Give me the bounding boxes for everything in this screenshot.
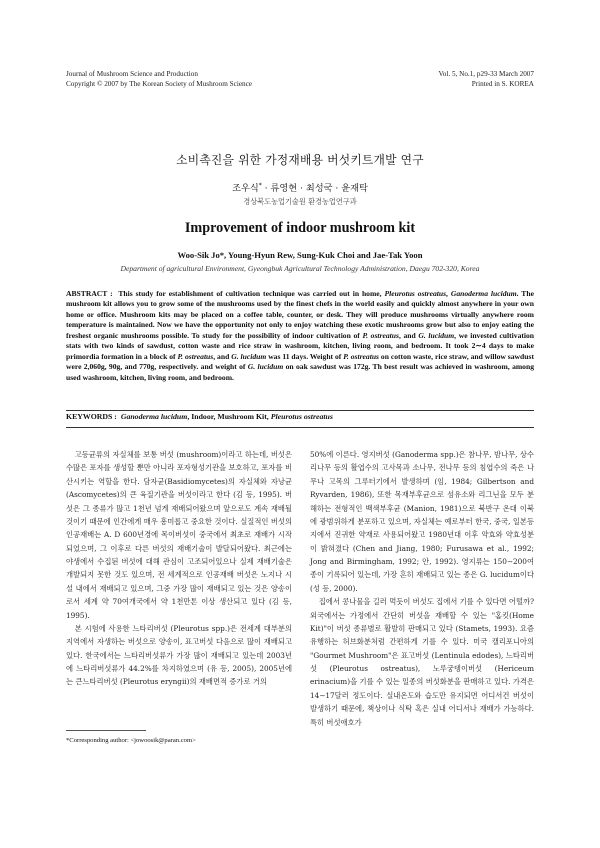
printed-in: Printed in S. KOREA — [471, 79, 534, 88]
body-paragraph: 집에서 콩나물을 길러 먹듯이 버섯도 집에서 기를 수 있다면 어떨까? 외국에서는 가정에서 간단히 버섯을 재배할 수 있는 "홈킷(Home Kit)"이 버섯 종류별로 활발히 판매되고 있다 (Stamets, 1993). 요즘 유행하는 허브화분처럼 간편하게 기를 수 있다. 미국 캘리포니아의 "Gourmet Mushroom"은 표고버섯 (Lentinula edodes), 느타리버섯 (Pleurotus ostreatus), 노루궁뎅이버섯 (Hericeum erinacium)을 기를 수 있는 일종의 버섯화분을 판매하고 있다. 가격은 14∼17달러 정도이다. 실내온도와 습도만 유지되면 어디서건 버섯이 발생하기 때문에, 책상이나 식탁 혹은 실내 어디서나 재배가 가능하다. 특히 버섯애호가 — [310, 597, 534, 727]
footnote-rule — [66, 730, 146, 731]
body-paragraph: 본 시험에 사용한 느타리버섯 (Pleurotus spp.)은 전세계 대부분의 지역에서 자생하는 버섯으로 양송이, 표고버섯 다음으로 많이 재배되고 있다. 한국에서는 느타리버섯류가 가장 많이 재배되고 있는데 2003년에 느타리버섯류가 44.2%를 차지하였으며 (유 등, 2005), 2005년에는 큰느타리버섯 (Pleurotus eryngii)의 재배면적 증가로 거의 — [66, 623, 292, 687]
journal-name: Journal of Mushroom Science and Production — [66, 70, 198, 78]
species-name: G. lucidum — [247, 362, 284, 372]
copyright-line: Copyright © 2007 by The Korean Society of Mushroom Science — [66, 79, 252, 88]
corresponding-mark: * — [258, 181, 262, 189]
abstract-text: was 11 days. Weight of — [268, 351, 342, 361]
english-authors: Woo-Sik Jo*, Young-Hyun Rew, Sung-Kuk Choi and Jae-Tak Yoon — [177, 250, 423, 260]
species-name: P. ostreatus — [343, 351, 379, 361]
abstract-text: , we invested cultivation stats with two kinds of sawdust, cotton waste and rice straw in washroom, kitchen, living room, and bedroom. It took 2∼4 days to make primordia formation in a block of — [66, 330, 535, 361]
abstract-label: ABSTRACT : — [66, 289, 113, 298]
keywords-bottom-rule — [66, 427, 534, 428]
journal-header-right — [439, 70, 535, 89]
korean-authors — [0, 180, 600, 194]
keyword-species: Ganoderma lucidum — [120, 412, 188, 421]
corresponding-author-footnote: *Corresponding author: <jowoosik@paran.com> — [66, 737, 196, 744]
keywords-top-rule — [66, 410, 534, 411]
species-name: P. ostreatus — [177, 351, 214, 361]
body-column-right — [310, 448, 534, 729]
keywords — [66, 412, 333, 421]
english-affiliation: Department of agricultural Environment, Gyeongbuk Agricultural Technology Administration, Daegu 702-320, Korea — [120, 264, 480, 273]
abstract-text: This study for establishment of cultivation technique was carried out in home, — [118, 289, 382, 298]
species-name: G. lucidum — [231, 351, 267, 361]
abstract-text: , — [446, 289, 448, 298]
keyword-species: Pleurotus ostreatus — [270, 412, 333, 421]
species-name: P. ostreatus — [362, 330, 399, 340]
abstract-text: . The mushroom kit allows you to grow some of the mushrooms used by the finest chefs in the world easily and quickly almost anywhere in your own home or office. Mushroom kits may be placed on a coffee table, counter, or desk. They will produce mushrooms virtually anywhere room temperature is maintained. Now we have the opportunity not only to enjoy watching these exotic mushrooms grow but also to enjoy eating the freshest organic mushrooms possible. To study for the possibility of indoor cultivation of — [66, 289, 534, 340]
abstract-text: , and — [213, 351, 230, 361]
abstract-text: , and — [398, 330, 416, 340]
species-name: Pleurotus ostreatus — [384, 289, 447, 298]
abstract-text: on oak sawdust was 172g. Th best result was achieved in washroom, among used washroom, kitchen, living room, and bedroom. — [66, 362, 535, 382]
author-first-ko: 조우식 — [232, 183, 259, 194]
keywords-label: KEYWORDS : — [66, 412, 117, 421]
body-column-left — [66, 448, 292, 689]
english-title: Improvement of indoor mushroom kit — [184, 220, 416, 236]
abstract-text: on cotton waste, rice straw, and willow sawdust were 2,060g, 90g, and 770g, respectively. and weight of — [66, 351, 534, 372]
korean-affiliation: 경상북도농업기술원 환경농업연구과 — [243, 197, 357, 206]
body-paragraph: 50%에 이른다. 영지버섯 (Ganoderma spp.)은 참나무, 밤나무, 상수리나무 등의 활엽수의 고사목과 소나무, 전나무 등의 침엽수의 죽은 나무나 고목의 그루터기에서 발생하며 (임, 1984; Gilbertson and Ryvarden, 1986), 또한 목재부후균으로 섬유소와 리그닌을 모두 분해하는 전형적인 백색부후균 (Manion, 1981)으로 북반구 온대 이북에 광범위하게 분포하고 있으며, 자실체는 예로부터 한국, 중국, 일본등지에서 진귀한 약재로 사용되어왔고 1980년대 이후 약효와 약효성분이 밝혀졌다 (Chen and Jiang, 1980; Furusawa et al., 1992; Jong and Birmingham, 1992; 안, 1992). 영지류는 150∼200여종이 기록되어 있는데, 가장 흔히 재배되고 있는 종은 G. lucidum이다 (성 등, 2000). — [310, 450, 534, 593]
abstract — [66, 289, 534, 383]
body-paragraph: 고등균류의 자실체를 보통 버섯 (mushroom)이라고 하는데, 버섯은 수많은 포자를 생성할 뿐만 아니라 포자형성기관을 보호하고, 포자를 비산시키는 역할을 한다. 담자균(Basidiomycetes)의 자실체와 자낭균 (Ascomycetes)의 큰 육질기관을 버섯이라고 한다 (김 등, 1995). 버섯은 그 종류가 많고 1천년 넘게 재배되어왔으며 앞으로도 계속 재배될 것이기 때문에 인간에게 매우 흥미롭고 중요한 것이다. 실질적인 버섯의 인공재배는 A. D 600년경에 목이버섯이 중국에서 최초로 재배가 시작되었으며, 그 이후로 다른 버섯의 재배기술이 발달되어왔다. 최근에는 야생에서 수집된 버섯에 대해 관심이 고조되어있으나 실제 재배기술은 개발되지 못한 것도 있으며, 전 세계적으로 인공재배 버섯은 노지나 시설 내에서 재배되고 있으며, 그중 가장 많이 재배되고 있는 것은 양송이로서 세계 약 70여개국에서 약 1천만톤 이상 생산되고 있다 (김 등, 1995). — [66, 450, 292, 620]
author-rest-ko: · 류영현 · 최성국 · 윤재탁 — [264, 183, 368, 194]
keywords-text: , Indoor, Mushroom Kit, — [187, 412, 269, 421]
volume-info: Vol. 5, No.1, p29-33 March 2007 — [438, 70, 534, 78]
journal-header-left — [66, 70, 252, 89]
species-name: G. lucidum — [418, 330, 455, 340]
korean-title: 소비촉진을 위한 가정재배용 버섯키트개발 연구 — [176, 153, 424, 167]
species-name: Ganoderma lucidum — [450, 289, 517, 298]
